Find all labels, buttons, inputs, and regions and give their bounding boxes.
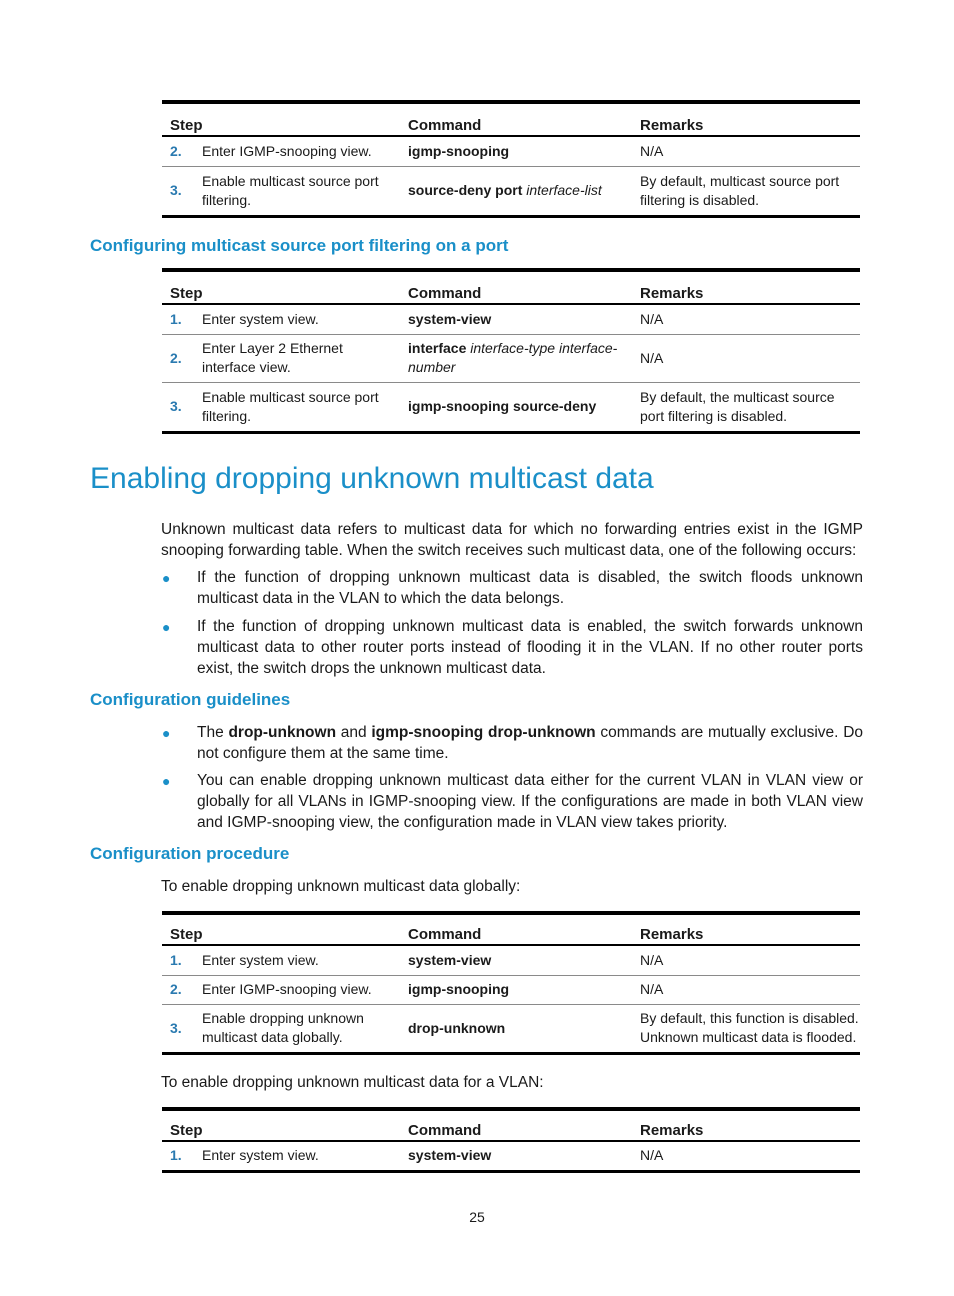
list-item: You can enable dropping unknown multicast data either for the current VLAN in VLAN view or globally for all VLANs in IGMP-snooping view. If the configurations are made in both VLAN view and IGMP-snooping view, the configuration made in VLAN view takes priority. bbox=[197, 772, 863, 831]
command-cell bbox=[400, 945, 632, 975]
section-heading: Configuration guidelines bbox=[90, 690, 291, 709]
bullet-icon: ● bbox=[162, 725, 171, 741]
header-command: Command bbox=[408, 926, 482, 943]
step-number: 3. bbox=[170, 1019, 182, 1036]
remarks-cell: By default, multicast source port filtering is disabled. bbox=[640, 172, 840, 208]
bullet-icon: ● bbox=[162, 570, 171, 586]
command-cell bbox=[400, 136, 632, 166]
remarks-cell: N/A bbox=[640, 951, 664, 968]
command-cell bbox=[400, 304, 632, 334]
command-keyword: igmp-snooping bbox=[408, 981, 510, 997]
command-keyword: igmp-snooping drop-unknown bbox=[371, 724, 596, 741]
step-number: 1. bbox=[170, 951, 182, 968]
step-number: 2. bbox=[170, 349, 182, 366]
step-text: Enable multicast source port filtering. bbox=[202, 172, 379, 208]
step-number: 2. bbox=[170, 981, 182, 997]
command-keyword: system-view bbox=[408, 1147, 492, 1164]
command-keyword: source-deny port bbox=[408, 182, 523, 198]
command-keyword: igmp-snooping bbox=[408, 142, 510, 159]
remarks-cell: By default, the multicast source port filtering is disabled. bbox=[640, 388, 835, 424]
text: commands are mutually exclusive. Do not configure them at the same time. bbox=[197, 724, 864, 762]
step-number: 3. bbox=[170, 398, 182, 414]
table-row bbox=[162, 945, 860, 975]
step-number: 1. bbox=[170, 1147, 182, 1164]
step-text: Enter system view. bbox=[202, 1147, 319, 1164]
step-text: Enter IGMP-snooping view. bbox=[202, 142, 372, 159]
table-row bbox=[162, 1141, 860, 1171]
header-step: Step bbox=[170, 1122, 203, 1139]
remarks-cell: By default, this function is disabled. Unknown multicast data is flooded. bbox=[640, 1010, 859, 1045]
page-number: 25 bbox=[469, 1209, 485, 1225]
header-remarks: Remarks bbox=[640, 1122, 704, 1139]
command-keyword: system-view bbox=[408, 951, 492, 968]
table-row bbox=[162, 1004, 860, 1053]
remarks-cell: N/A bbox=[640, 981, 664, 997]
bullet-icon: ● bbox=[162, 773, 171, 789]
header-step: Step bbox=[170, 926, 203, 943]
step-text: Enter Layer 2 Ethernet interface view. bbox=[202, 340, 343, 375]
command-argument: interface-type interface-number bbox=[408, 340, 618, 375]
remarks-cell: N/A bbox=[640, 349, 664, 366]
header-remarks: Remarks bbox=[640, 926, 704, 943]
remarks-cell: N/A bbox=[640, 1147, 664, 1164]
table-row bbox=[162, 136, 860, 166]
bullet-icon: ● bbox=[162, 619, 171, 635]
remarks-cell: N/A bbox=[640, 142, 664, 159]
list-item: If the function of dropping unknown multicast data is disabled, the switch floods unknown multicast data in the VLAN to which the data belongs. bbox=[197, 569, 863, 607]
step-number: 2. bbox=[170, 142, 182, 159]
step-text: Enter system view. bbox=[202, 951, 319, 968]
procedure-intro: To enable dropping unknown multicast data globally: bbox=[161, 878, 521, 895]
header-step: Step bbox=[170, 285, 203, 302]
list-item bbox=[197, 722, 863, 764]
command-cell bbox=[400, 382, 632, 432]
command-cell bbox=[400, 1004, 632, 1053]
command-cell bbox=[400, 975, 632, 1004]
header-step: Step bbox=[170, 117, 203, 134]
command-keyword: interface bbox=[408, 340, 467, 356]
step-text: Enter system view. bbox=[202, 310, 319, 327]
step-text: Enter IGMP-snooping view. bbox=[202, 981, 372, 997]
command-table-2 bbox=[162, 268, 860, 434]
command-argument: interface-list bbox=[526, 182, 602, 198]
command-table-1 bbox=[162, 100, 860, 218]
table-row bbox=[162, 975, 860, 1004]
command-cell bbox=[400, 1141, 632, 1171]
command-keyword: system-view bbox=[408, 310, 492, 327]
header-command: Command bbox=[408, 117, 482, 134]
step-text: Enable multicast source port filtering. bbox=[202, 388, 379, 424]
table-row bbox=[162, 334, 860, 382]
step-text: Enable dropping unknown multicast data globally. bbox=[202, 1010, 364, 1045]
section-heading: Configuring multicast source port filtering on a port bbox=[90, 236, 509, 255]
header-command: Command bbox=[408, 1122, 482, 1139]
table-row bbox=[162, 382, 860, 432]
list-item: If the function of dropping unknown multicast data is enabled, the switch forwards unknown multicast data to other router ports instead of flooding it in the VLAN. If no other router ports exist, the switch drops the unknown multicast data. bbox=[197, 618, 863, 677]
header-remarks: Remarks bbox=[640, 285, 704, 302]
command-cell bbox=[400, 334, 632, 382]
command-keyword: igmp-snooping source-deny bbox=[408, 398, 597, 414]
text: The bbox=[197, 724, 229, 741]
intro-paragraph: Unknown multicast data refers to multicast data for which no forwarding entries exist in the IGMP snooping forwarding table. When the switch receives such multicast data, one of the following occurs: bbox=[161, 521, 863, 559]
table-row bbox=[162, 304, 860, 334]
command-keyword: drop-unknown bbox=[408, 1019, 506, 1036]
page-title: Enabling dropping unknown multicast data bbox=[90, 462, 654, 495]
command-table-4 bbox=[162, 1107, 860, 1173]
step-number: 3. bbox=[170, 182, 182, 198]
remarks-cell: N/A bbox=[640, 310, 664, 327]
section-heading: Configuration procedure bbox=[90, 844, 290, 863]
table-row bbox=[162, 166, 860, 216]
text: and bbox=[336, 724, 372, 741]
header-command: Command bbox=[408, 285, 482, 302]
command-table-3 bbox=[162, 911, 860, 1055]
procedure-intro: To enable dropping unknown multicast data for a VLAN: bbox=[161, 1074, 544, 1091]
command-keyword: drop-unknown bbox=[228, 724, 337, 741]
command-cell bbox=[400, 166, 632, 216]
step-number: 1. bbox=[170, 310, 182, 327]
header-remarks: Remarks bbox=[640, 117, 704, 134]
